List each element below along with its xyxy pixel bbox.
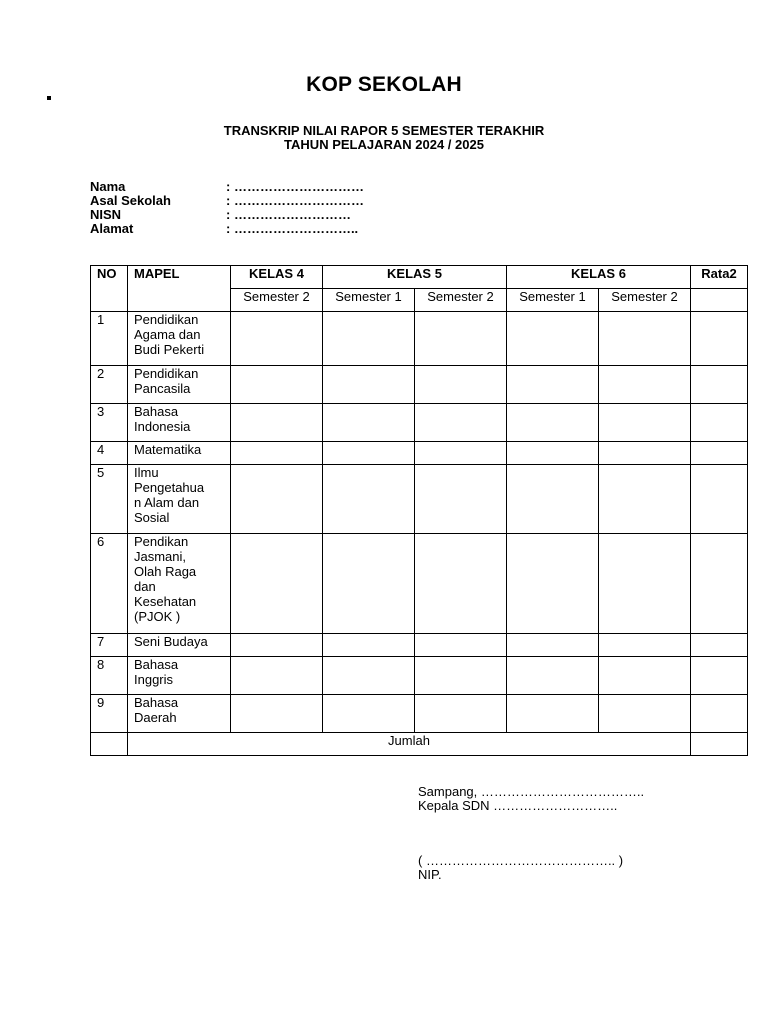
grade-cell: [231, 404, 323, 442]
table-row: [91, 366, 748, 404]
row-number: 7: [91, 634, 128, 657]
table-row: [91, 312, 748, 366]
grade-cell: [231, 465, 323, 534]
grade-cell: [507, 534, 599, 634]
header-semester: Semester 2: [599, 289, 691, 312]
grade-cell: [415, 634, 507, 657]
signature-nip: NIP.: [418, 867, 442, 882]
average-cell: [691, 534, 748, 634]
header-mapel: MAPEL: [128, 266, 231, 312]
subject-name-line: Jasmani,: [134, 549, 187, 564]
jumlah-rata-cell: [691, 733, 748, 756]
subject-name-line: Kesehatan: [134, 594, 197, 609]
grade-cell: [231, 657, 323, 695]
header-kelas-5: KELAS 5: [323, 266, 507, 289]
student-info: [90, 180, 364, 236]
average-cell: [691, 634, 748, 657]
subject-name-line: Budi Pekerti: [134, 342, 205, 357]
info-value: : ………………………..: [226, 221, 359, 236]
grade-cell: [323, 534, 415, 634]
info-row-asal-sekolah: [90, 194, 364, 208]
info-value: : …………………………: [226, 193, 364, 208]
subject-name-line: Sosial: [134, 510, 170, 525]
grade-cell: [415, 312, 507, 366]
info-label: Asal Sekolah: [90, 193, 171, 208]
page-title: KOP SEKOLAH: [306, 73, 462, 96]
grade-cell: [507, 465, 599, 534]
table-row: [91, 404, 748, 442]
subject-name-line: Ilmu: [134, 465, 159, 480]
grade-cell: [599, 534, 691, 634]
grade-cell: [415, 366, 507, 404]
subject-name-line: dan: [134, 579, 156, 594]
table-row: [91, 695, 748, 733]
grade-cell: [507, 634, 599, 657]
info-label: NISN: [90, 207, 122, 222]
subject-name-line: Pancasila: [134, 381, 191, 396]
grade-cell: [231, 312, 323, 366]
info-label: Alamat: [90, 221, 134, 236]
grade-cell: [231, 634, 323, 657]
subject-name-line: Pendikan: [134, 534, 189, 549]
grade-cell: [323, 366, 415, 404]
subject-name-line: Inggris: [134, 672, 174, 687]
grade-cell: [323, 442, 415, 465]
subject-name-line: Bahasa: [134, 404, 179, 419]
grade-cell: [415, 442, 507, 465]
average-cell: [691, 657, 748, 695]
grade-cell: [599, 465, 691, 534]
jumlah-label: Jumlah: [128, 733, 691, 756]
subject-name: [128, 404, 231, 442]
grade-cell: [507, 442, 599, 465]
subject-name-line: (PJOK ): [134, 609, 181, 624]
subject-name-line: Matematika: [134, 442, 202, 457]
grade-cell: [599, 634, 691, 657]
subject-name: [128, 442, 231, 465]
row-number: 1: [91, 312, 128, 366]
grade-cell: [415, 465, 507, 534]
row-number: 6: [91, 534, 128, 634]
grade-cell: [323, 634, 415, 657]
signature-name-block: [418, 854, 623, 882]
row-number: 9: [91, 695, 128, 733]
grade-cell: [599, 312, 691, 366]
average-cell: [691, 695, 748, 733]
subtitle-line-2: TAHUN PELAJARAN 2024 / 2025: [284, 137, 484, 152]
signature-name-line: ( …………………………………….. ): [418, 853, 624, 868]
grade-cell: [599, 657, 691, 695]
grade-cell: [599, 442, 691, 465]
header-semester: Semester 1: [323, 289, 415, 312]
average-cell: [691, 366, 748, 404]
grade-cell: [231, 695, 323, 733]
average-cell: [691, 442, 748, 465]
header-semester: Semester 2: [415, 289, 507, 312]
subject-name: [128, 366, 231, 404]
subject-name-line: Indonesia: [134, 419, 191, 434]
subject-name: [128, 534, 231, 634]
jumlah-no-cell: [91, 733, 128, 756]
grade-cell: [599, 366, 691, 404]
header-semester: Semester 2: [231, 289, 323, 312]
table-row: [91, 465, 748, 534]
header-kelas-4: KELAS 4: [231, 266, 323, 289]
grade-cell: [231, 442, 323, 465]
signature-place-date: Sampang, ………………………………..: [418, 784, 645, 799]
subject-name: [128, 312, 231, 366]
subject-name-line: Seni Budaya: [134, 634, 208, 649]
row-number: 8: [91, 657, 128, 695]
subject-name-line: Olah Raga: [134, 564, 197, 579]
grade-cell: [507, 657, 599, 695]
row-number: 5: [91, 465, 128, 534]
grade-cell: [507, 366, 599, 404]
signature-position: Kepala SDN ………………………..: [418, 798, 618, 813]
subject-name-line: Bahasa: [134, 657, 179, 672]
grade-cell: [599, 695, 691, 733]
row-number: 4: [91, 442, 128, 465]
table-row: [91, 657, 748, 695]
subject-name-line: Pendidikan: [134, 312, 199, 327]
grade-cell: [231, 366, 323, 404]
rata-subheader-cell: [691, 289, 748, 312]
signature-block: [418, 785, 644, 813]
average-cell: [691, 404, 748, 442]
grade-cell: [323, 404, 415, 442]
subject-name-line: Pengetahua: [134, 480, 205, 495]
grade-cell: [231, 534, 323, 634]
grade-cell: [507, 404, 599, 442]
subject-name: [128, 695, 231, 733]
table-row: [91, 634, 748, 657]
table-row: [91, 534, 748, 634]
grade-cell: [415, 534, 507, 634]
grade-cell: [507, 312, 599, 366]
info-value: : …………………………: [226, 179, 364, 194]
grade-cell: [415, 657, 507, 695]
subject-name-line: Agama dan: [134, 327, 201, 342]
subject-name-line: Pendidikan: [134, 366, 199, 381]
header-kelas-6: KELAS 6: [507, 266, 691, 289]
document-subtitle: [0, 124, 768, 152]
subject-name-line: n Alam dan: [134, 495, 200, 510]
grade-cell: [323, 312, 415, 366]
row-number: 3: [91, 404, 128, 442]
grade-cell: [507, 695, 599, 733]
grade-rows: [91, 312, 748, 733]
grade-cell: [323, 695, 415, 733]
jumlah-row: [91, 733, 748, 756]
row-number: 2: [91, 366, 128, 404]
grade-cell: [599, 404, 691, 442]
grade-cell: [415, 404, 507, 442]
header-no: NO: [91, 266, 128, 312]
subject-name: [128, 465, 231, 534]
subject-name: [128, 634, 231, 657]
grade-cell: [415, 695, 507, 733]
info-row-alamat: [90, 222, 364, 236]
info-row-nama: [90, 180, 364, 194]
header-rata: Rata2: [691, 266, 748, 289]
subtitle-line-1: TRANSKRIP NILAI RAPOR 5 SEMESTER TERAKHIR: [223, 123, 545, 138]
subject-name-line: Daerah: [134, 710, 177, 725]
info-row-nisn: [90, 208, 364, 222]
info-label: Nama: [90, 179, 126, 194]
table-row: [91, 442, 748, 465]
average-cell: [691, 465, 748, 534]
grades-table: [90, 265, 748, 756]
subject-name-line: Bahasa: [134, 695, 179, 710]
info-value: : ………………………: [226, 207, 351, 222]
subject-name: [128, 657, 231, 695]
grade-cell: [323, 465, 415, 534]
grade-cell: [323, 657, 415, 695]
header-semester: Semester 1: [507, 289, 599, 312]
average-cell: [691, 312, 748, 366]
